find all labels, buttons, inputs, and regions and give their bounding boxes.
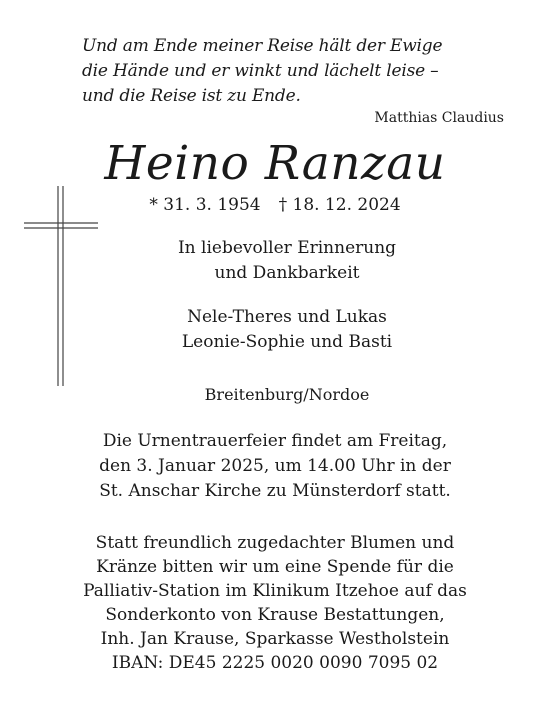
death-date: † 18. 12. 2024 <box>278 195 401 215</box>
place-of-residence: Breitenburg/Nordoe <box>204 385 370 404</box>
service-line: St. Anschar Kirche zu Münsterdorf statt. <box>99 481 451 501</box>
memory-line: und Dankbarkeit <box>214 263 360 283</box>
funeral-service-info <box>0 429 550 504</box>
donation-line: Statt freundlich zugedachter Blumen und <box>95 533 455 553</box>
mourner-line: Leonie-Sophie und Basti <box>181 332 393 352</box>
latin-cross-icon <box>24 186 98 386</box>
epigraph-quote <box>82 34 522 109</box>
deceased-name: Heino Ranzau <box>104 136 446 191</box>
iban-line: IBAN: DE45 2225 0020 0090 7095 02 <box>111 653 439 673</box>
service-line: Die Urnentrauerfeier findet am Freitag, <box>102 431 448 451</box>
quote-line: und die Reise ist zu Ende. <box>82 86 301 106</box>
quote-line: die Hände und er winkt und lächelt leise – <box>82 61 439 81</box>
donation-line: Palliativ-Station im Klinikum Itzehoe auf das <box>83 581 467 601</box>
memory-line: In liebevoller Erinnerung <box>177 238 397 258</box>
quote-author: Matthias Claudius <box>374 110 504 126</box>
mourner-line: Nele-Theres und Lukas <box>187 307 387 327</box>
donation-line: Inh. Jan Krause, Sparkasse Westholstein <box>100 629 450 649</box>
memory-text <box>12 236 550 286</box>
donation-line: Kränze bitten wir um eine Spende für die <box>96 557 454 577</box>
donation-line: Sonderkonto von Krause Bestattungen, <box>105 605 445 625</box>
mourners-list <box>12 305 550 355</box>
donation-request <box>0 531 550 675</box>
quote-line: Und am Ende meiner Reise hält der Ewige <box>82 36 443 56</box>
birth-date: * 31. 3. 1954 <box>149 195 261 215</box>
service-line: den 3. Januar 2025, um 14.00 Uhr in der <box>99 456 451 476</box>
